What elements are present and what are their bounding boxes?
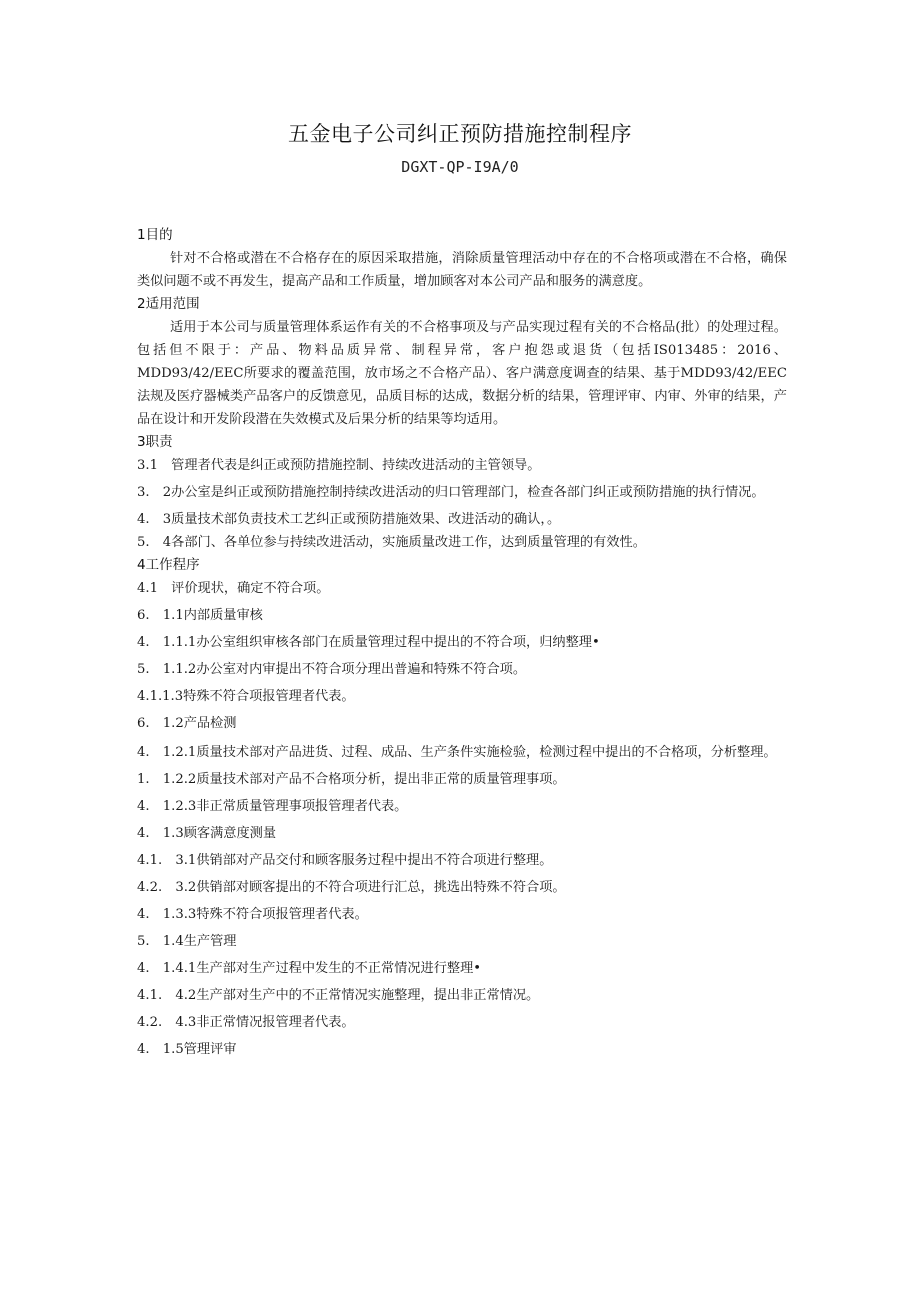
procedure-item: 4.1 评价现状，确定不符合项。 [137, 581, 330, 596]
document-title: 五金电子公司纠正预防措施控制程序 [288, 122, 632, 146]
duty-item: 4. 3质量技术部负责技术工艺纠正或预防措施效果、改进活动的确认，。 [137, 512, 561, 527]
procedure-item: 4. 1.2.1质量技术部对产品进货、过程、成品、生产条件实施检验，检测过程中提出的不合格项，分析整理。 [137, 745, 777, 760]
document-code: DGXT-QP-I9A/0 [401, 158, 519, 176]
section-heading-scope: 2适用范围 [137, 296, 200, 312]
procedure-item: 5. 1.1.2办公室对内审提出不符合项分理出普遍和特殊不符合项。 [137, 662, 527, 677]
procedure-item: 4. 1.2.3非正常质量管理事项报管理者代表。 [137, 799, 408, 814]
document-body [137, 224, 787, 1061]
procedure-item: 4.1. 4.2生产部对生产中的不正常情况实施整理，提出非正常情况。 [137, 988, 540, 1003]
procedure-item: 4.2. 4.3非正常情况报管理者代表。 [137, 1015, 355, 1030]
procedure-item: 5. 1.4生产管理 [137, 934, 237, 949]
procedure-item: 4. 1.1.1办公室组织审核各部门在质量管理过程中提出的不符合项，归纳整理• [137, 635, 600, 650]
procedure-item: 4.2. 3.2供销部对顾客提出的不符合项进行汇总，挑选出特殊不符合项。 [137, 880, 566, 895]
section-heading-purpose: 1目的 [137, 227, 173, 243]
procedure-item: 4.1.1.3特殊不符合项报管理者代表。 [137, 689, 355, 704]
procedure-item: 4. 1.3顾客满意度测量 [137, 826, 277, 841]
procedure-item: 6. 1.2产品检测 [137, 716, 237, 731]
paragraph-purpose: 针对不合格或潜在不合格存在的原因采取措施，消除质量管理活动中存在的不合格项或潜在不合格，确保类似问题不或不再发生，提高产品和工作质量，增加顾客对本公司产品和服务的满意度。 [137, 251, 787, 289]
procedure-item: 6. 1.1内部质量审核 [137, 608, 263, 623]
procedure-item: 4. 1.4.1生产部对生产过程中发生的不正常情况进行整理• [137, 961, 482, 976]
section-heading-procedure: 4工作程序 [137, 557, 200, 573]
duty-item: 3. 2办公室是纠正或预防措施控制持续改进活动的归口管理部门，检查各部门纠正或预防措施的执行情况。 [137, 485, 765, 500]
duty-item: 5. 4各部门、各单位参与持续改进活动，实施质量改进工作，达到质量管理的有效性。 [137, 535, 646, 550]
procedure-item: 4. 1.3.3特殊不符合项报管理者代表。 [137, 907, 368, 922]
procedure-item: 1. 1.2.2质量技术部对产品不合格项分析，提出非正常的质量管理事项。 [137, 772, 566, 787]
paragraph-scope: 适用于本公司与质量管理体系运作有关的不合格事项及与产品实现过程有关的不合格品(批）的处理过程。包括但不限于：产品、物料品质异常、制程异常，客户抱怨或退货（包括IS013485：2016、MDD93/42/EEC所要求的覆盖范围，放市场之不合格产品）、客户满意度调查的结果、基于MDD93/42/EEC法规及医疗器械类产品客户的反馈意见，品质目标的达成，数据分析的结果，管理评审、内审、外审的结果，产品在设计和开发阶段潜在失效模式及后果分析的结果等均适用。 [137, 320, 787, 427]
procedure-item: 4. 1.5管理评审 [137, 1042, 237, 1057]
section-heading-duties: 3职责 [137, 434, 173, 450]
procedure-item: 4.1. 3.1供销部对产品交付和顾客服务过程中提出不符合项进行整理。 [137, 853, 553, 868]
duty-item: 3.1 管理者代表是纠正或预防措施控制、持续改进活动的主管领导。 [137, 458, 541, 473]
